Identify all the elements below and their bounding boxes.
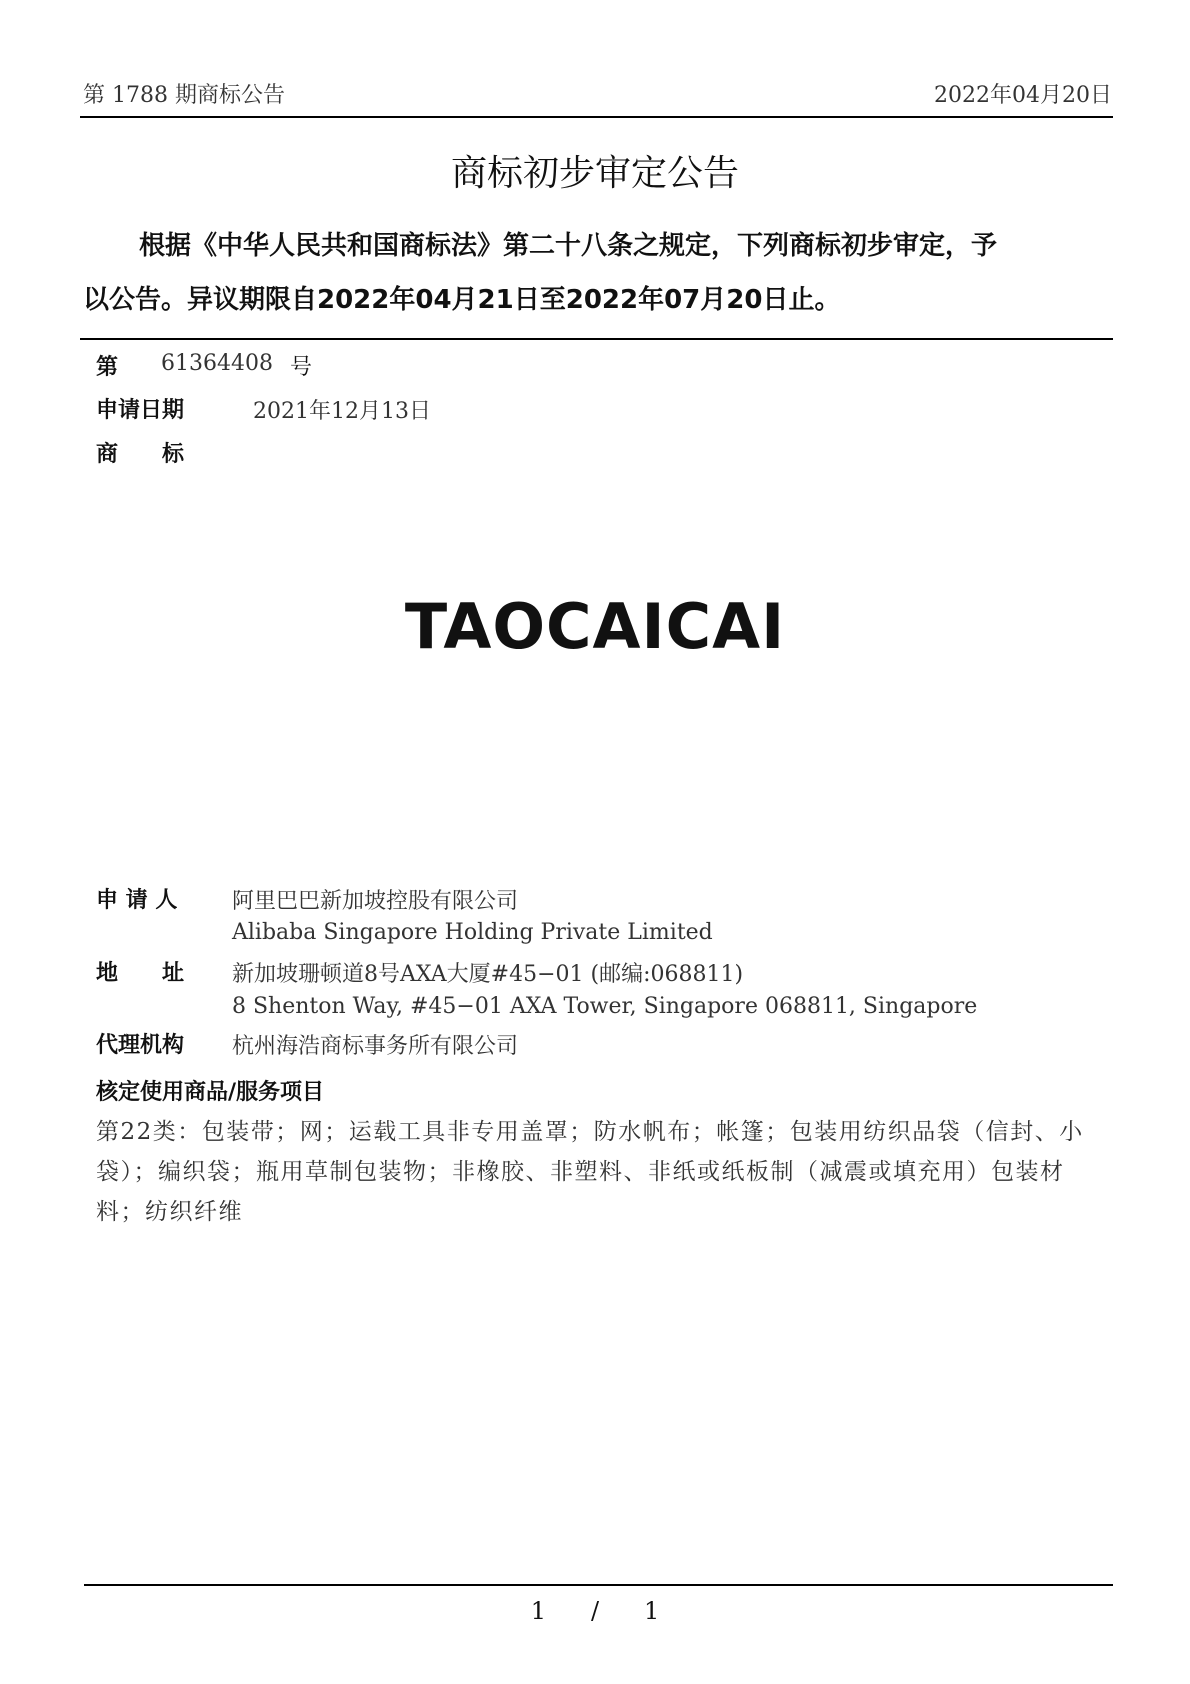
goods-heading: 核定使用商品/服务项目 — [96, 1080, 325, 1105]
publication-date: 2022年04月20日 — [934, 83, 1112, 108]
section-rule — [80, 338, 1113, 340]
mark-label: 商 标 — [96, 442, 185, 467]
page-title: 商标初步审定公告 — [450, 153, 739, 194]
page-total: 1 — [644, 1597, 660, 1625]
goods-line-3: 料；纺织纤维 — [96, 1199, 243, 1225]
footer-rule — [84, 1584, 1113, 1586]
issue-number: 第 1788 期商标公告 — [83, 83, 285, 108]
trademark-text: TAOCAICAI — [404, 590, 786, 663]
applicant-en: Alibaba Singapore Holding Private Limited — [232, 920, 713, 945]
page-separator: / — [590, 1597, 600, 1625]
registration-number: 61364408 — [161, 351, 273, 376]
applicant-cn: 阿里巴巴新加坡控股有限公司 — [232, 889, 519, 914]
agent-name: 杭州海浩商标事务所有限公司 — [232, 1034, 519, 1059]
address-label: 地 址 — [96, 961, 185, 986]
applicant-label: 申 请 人 — [96, 888, 178, 913]
intro-line-2: 以公告。异议期限自2022年04月21日至2022年07月20日止。 — [83, 285, 841, 315]
application-date-label: 申请日期 — [96, 398, 185, 423]
agent-label: 代理机构 — [96, 1033, 185, 1058]
address-cn: 新加坡珊顿道8号AXA大厦#45−01 (邮编:068811) — [232, 962, 744, 987]
page-number: 1 — [530, 1597, 546, 1625]
address-en: 8 Shenton Way, #45−01 AXA Tower, Singapore 068811, Singapore — [232, 994, 978, 1019]
number-suffix: 号 — [290, 355, 313, 380]
application-date: 2021年12月13日 — [253, 399, 431, 424]
goods-line-2: 袋）；编织袋；瓶用草制包装物；非橡胶、非塑料、非纸或纸板制（减震或填充用）包装材 — [96, 1159, 1065, 1185]
header-rule — [80, 116, 1113, 118]
page-indicator — [0, 1597, 1190, 1625]
goods-list — [96, 1112, 1096, 1232]
intro-line-1: 根据《中华人民共和国商标法》第二十八条之规定，下列商标初步审定，予 — [139, 231, 998, 261]
goods-line-1: 第22类：包装带；网；运载工具非专用盖罩；防水帆布；帐篷；包装用纺织品袋（信封、小 — [96, 1119, 1084, 1145]
number-prefix: 第 — [96, 355, 119, 380]
